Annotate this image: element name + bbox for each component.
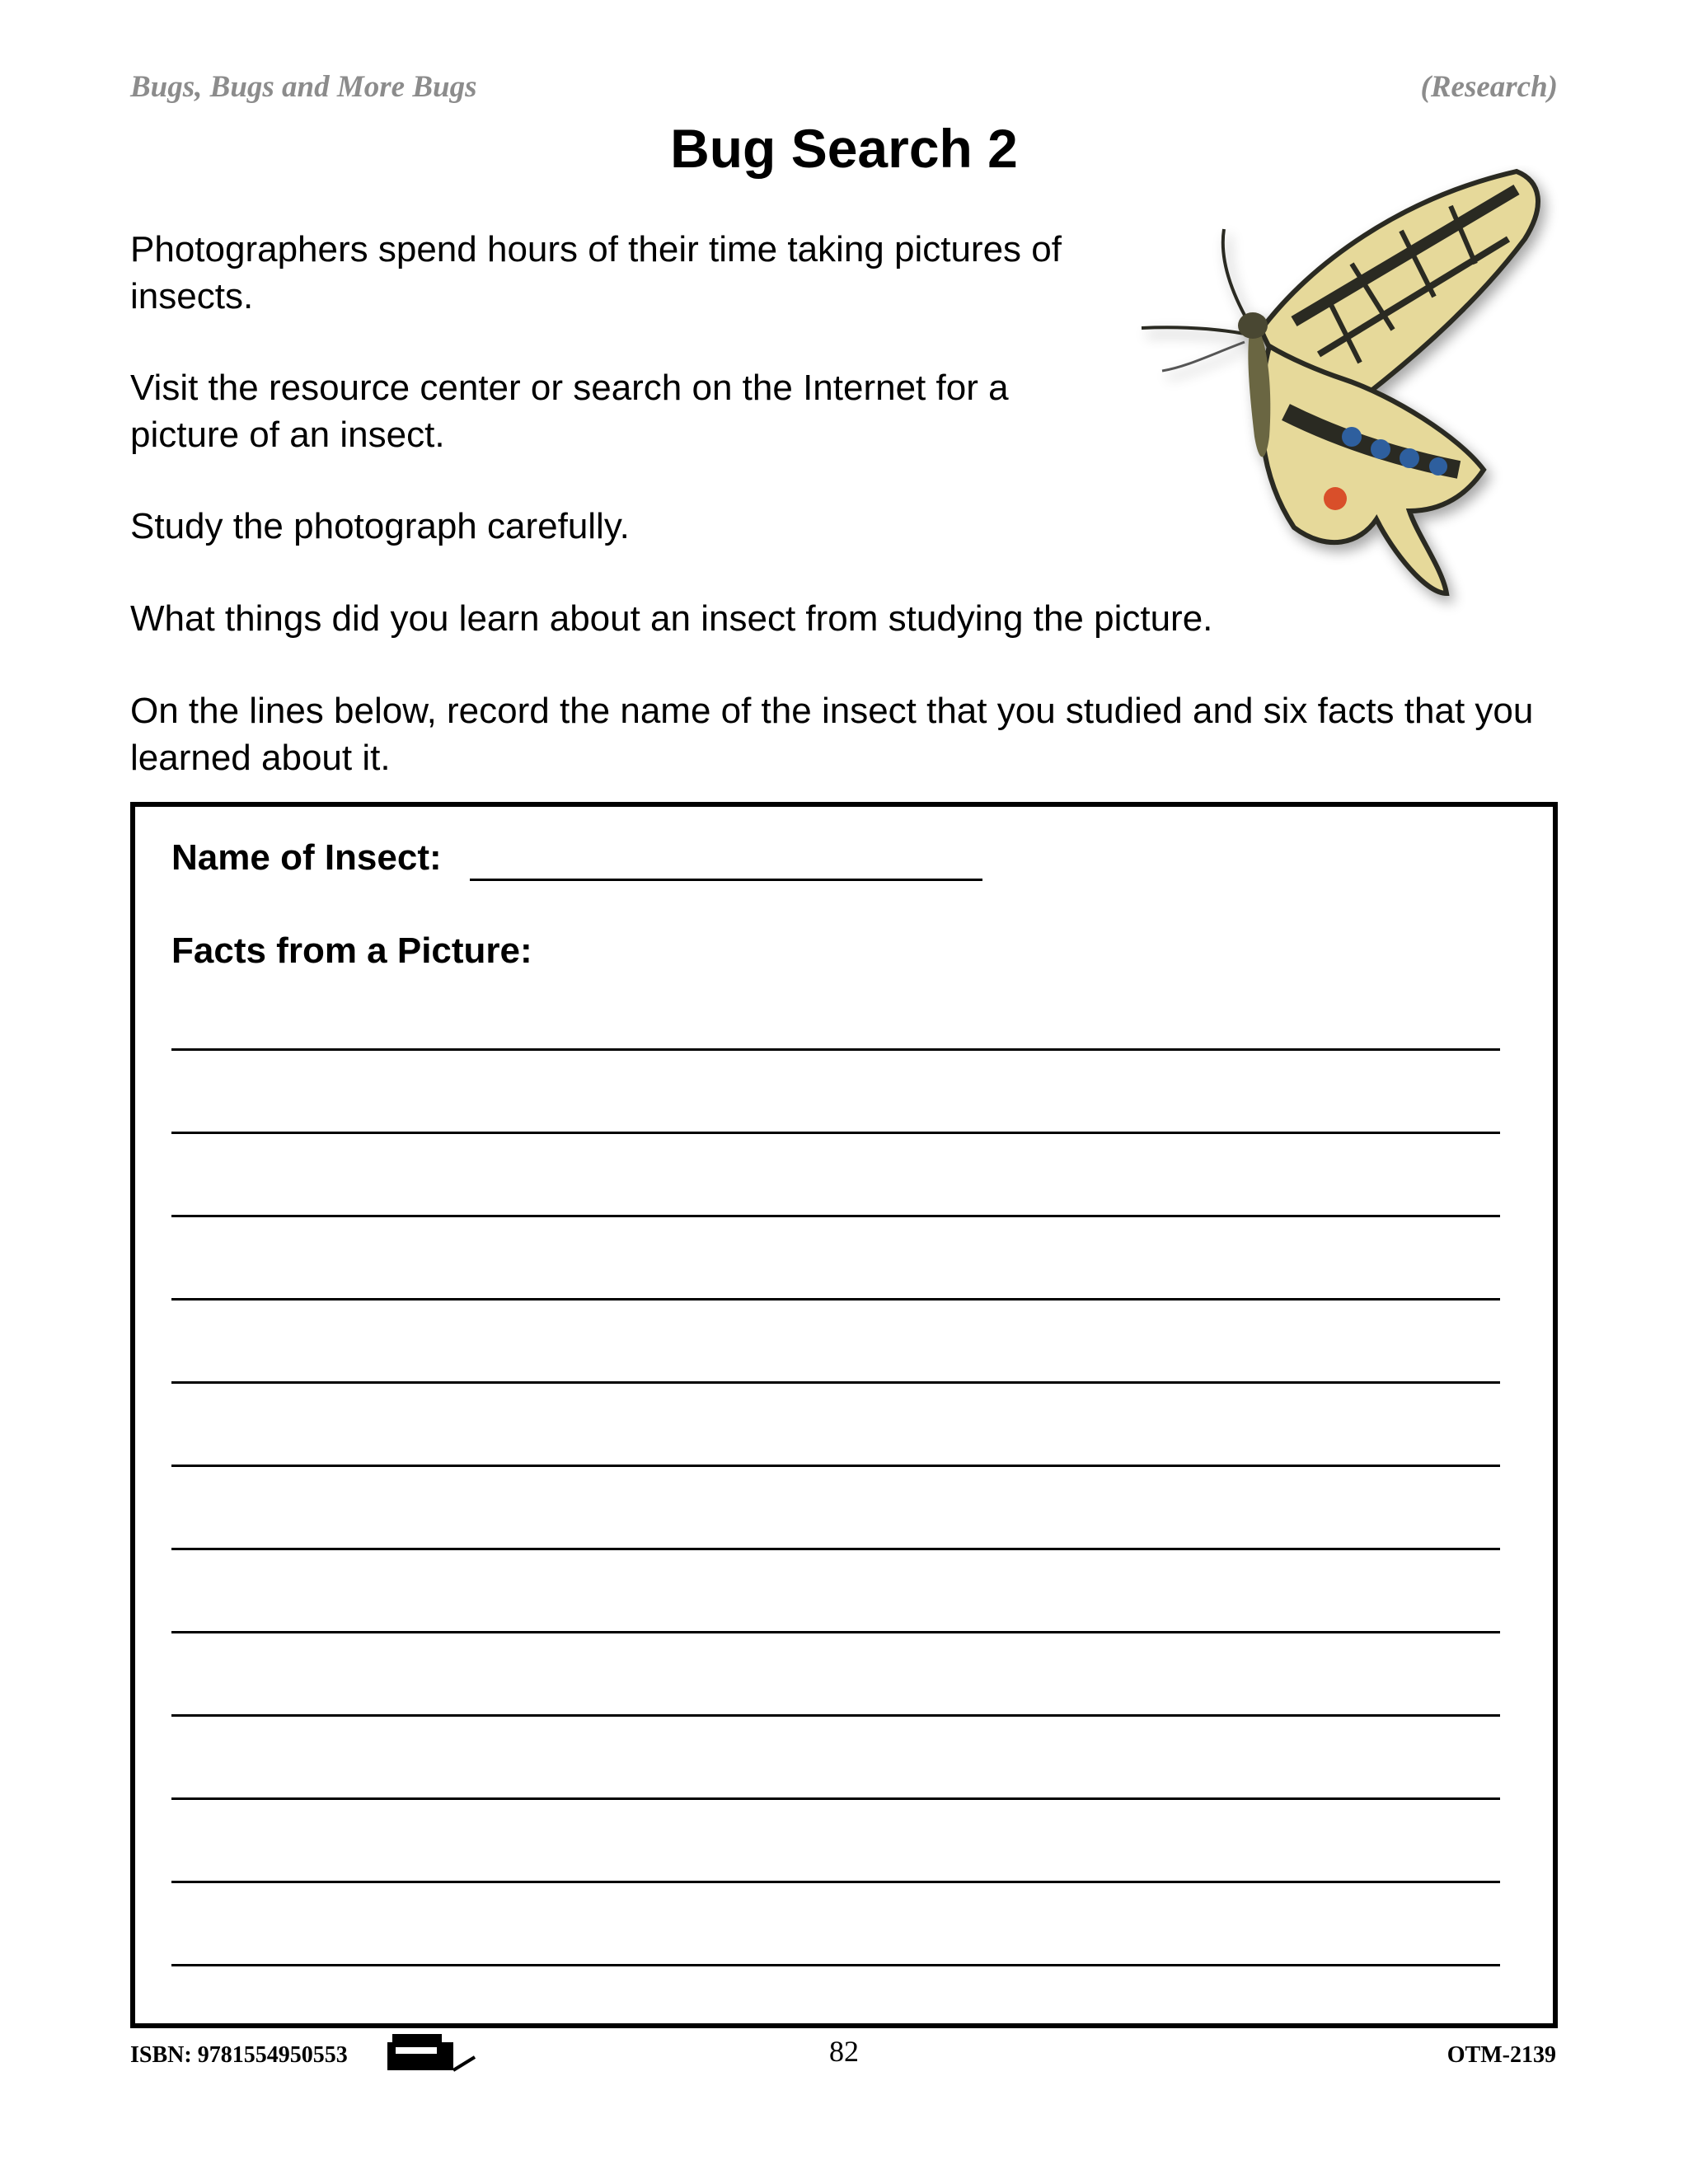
insect-name-blank[interactable]	[470, 879, 982, 881]
worksheet-box	[130, 802, 1558, 2028]
fact-line-3[interactable]	[171, 1215, 1500, 1217]
instruction-paragraph-2: Visit the resource center or search on the Internet for a picture of an insect.	[130, 368, 1009, 455]
fact-line-10[interactable]	[171, 1797, 1500, 1800]
product-code: OTM-2139	[1447, 2042, 1556, 2068]
fact-line-7[interactable]	[171, 1548, 1500, 1550]
page-number: 82	[829, 2035, 859, 2068]
isbn-text: ISBN: 9781554950553	[130, 2042, 348, 2068]
instruction-paragraph-4: What things did you learn about an insect from studying the picture.	[130, 598, 1213, 639]
book-title-header: Bugs, Bugs and More Bugs	[130, 70, 477, 104]
fact-line-6[interactable]	[171, 1465, 1500, 1467]
insect-name-label: Name of Insect:	[171, 837, 442, 878]
swallowtail-butterfly-icon	[1129, 165, 1574, 626]
instruction-paragraph-3: Study the photograph carefully.	[130, 506, 630, 546]
page-title: Bug Search 2	[670, 118, 1018, 179]
fact-line-9[interactable]	[171, 1714, 1500, 1717]
fact-line-2[interactable]	[171, 1132, 1500, 1134]
instruction-paragraph-1: Photographers spend hours of their time taking pictures of insects.	[130, 229, 1062, 316]
fact-line-11[interactable]	[171, 1881, 1500, 1883]
instruction-paragraph-5: On the lines below, record the name of the insect that you studied and six facts that you learned about it.	[130, 691, 1534, 778]
section-header: (Research)	[1420, 70, 1558, 104]
facts-label: Facts from a Picture:	[171, 930, 532, 971]
fact-line-8[interactable]	[171, 1631, 1500, 1633]
fact-line-5[interactable]	[171, 1381, 1500, 1384]
fact-line-12[interactable]	[171, 1964, 1500, 1966]
fact-line-4[interactable]	[171, 1298, 1500, 1301]
fact-line-1[interactable]	[171, 1048, 1500, 1051]
